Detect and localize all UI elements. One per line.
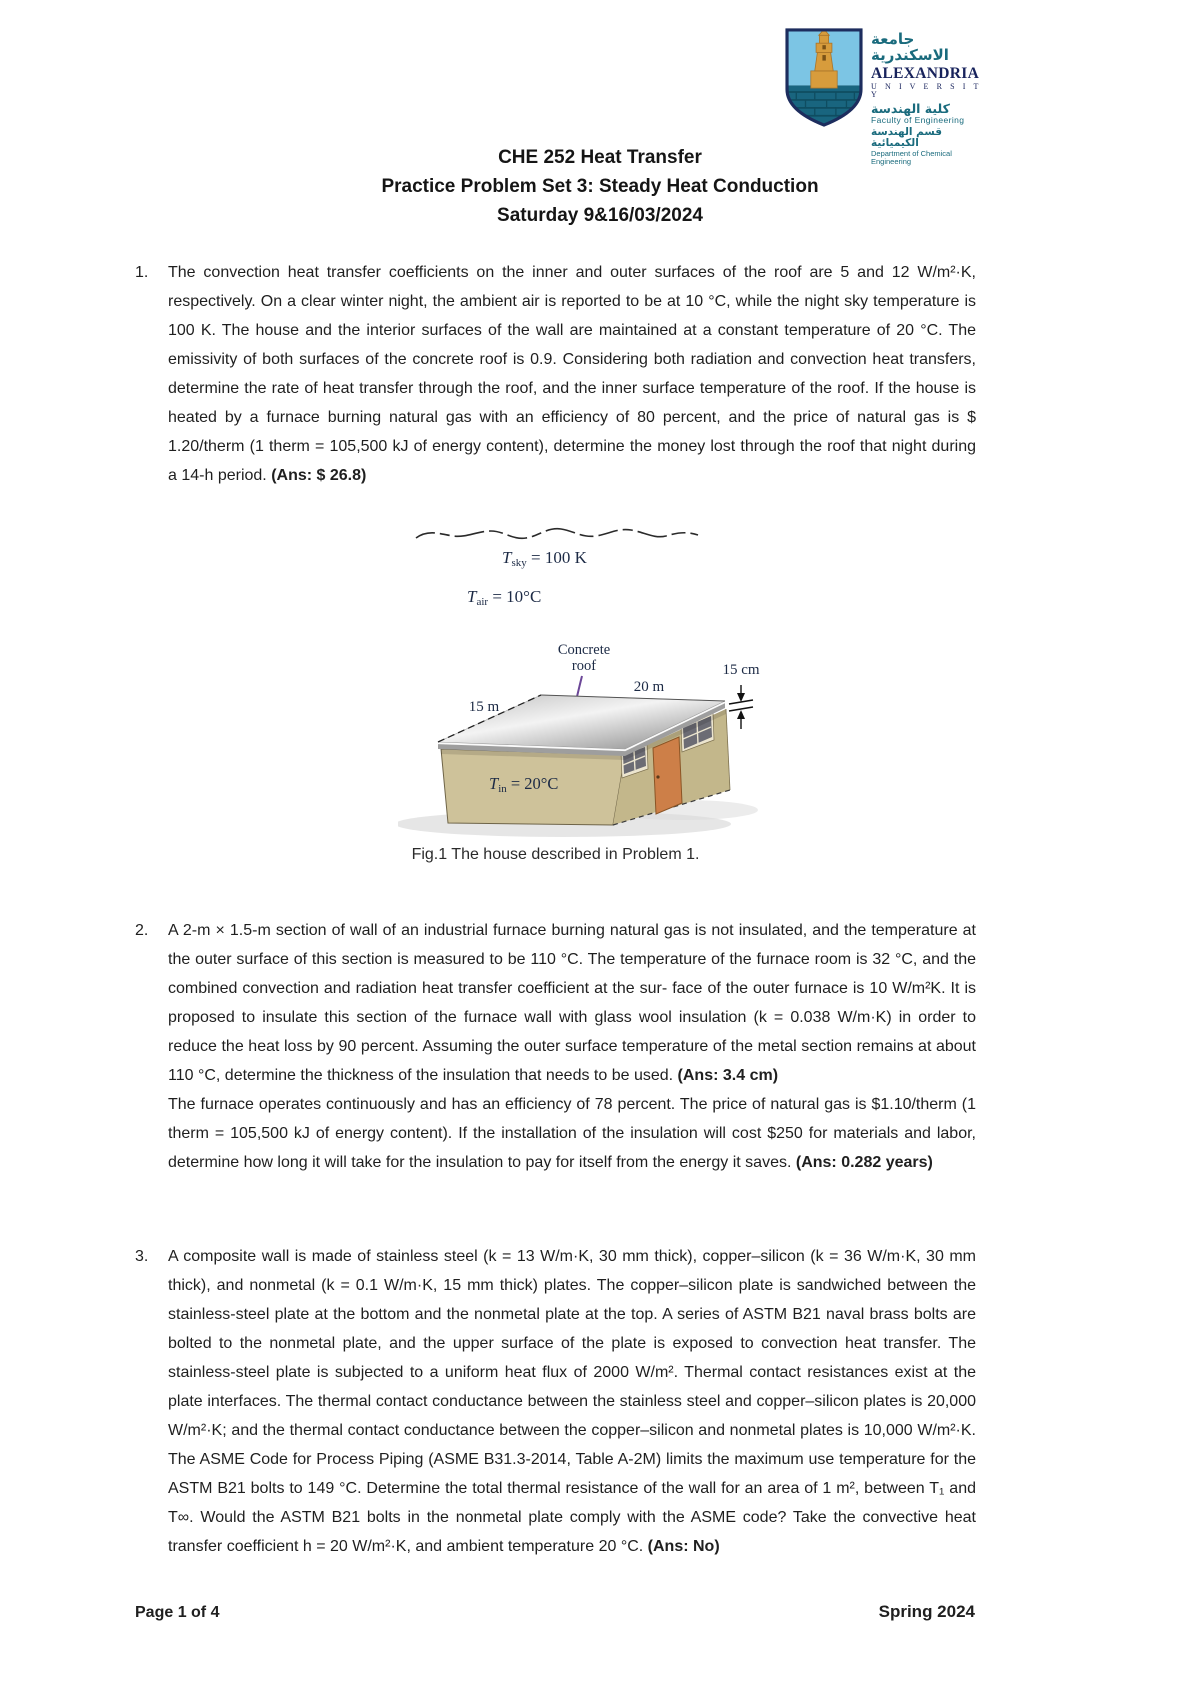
- problem-2-answer-2: (Ans: 0.282 years): [795, 1154, 933, 1171]
- lighthouse-window: [822, 55, 825, 61]
- problem-2: [135, 916, 976, 1177]
- problem-1-paragraph: [168, 258, 976, 490]
- problem-2-body-1: A 2-m × 1.5-m section of wall of an industrial furnace burning natural gas is not insulated, and the temperature at the outer surface of this section is measured to be 110 °C. The temperature of the furnace room is 32 °C, and the combined convection and radiation heat transfer coefficient at the sur- face of the outer furnace is 10 W/m²K. It is proposed to insulate this section of the furnace wall with glass wool insulation (k = 0.038 W/m·K) in order to reduce the heat loss by 90 percent. Assuming the outer surface temperature of the metal section remains at about 110 °C, determine the thickness of the insulation that needs to be used.: [168, 922, 976, 1084]
- problem-1-number: 1.: [135, 264, 149, 281]
- concrete-roof-label-line2: roof: [571, 658, 597, 674]
- figure-1: [398, 522, 778, 842]
- problem-2-number: 2.: [135, 922, 149, 939]
- house-door: [653, 737, 682, 814]
- concrete-roof-label-line1: Concrete: [557, 642, 611, 658]
- course-title: CHE 252 Heat Transfer: [498, 147, 702, 168]
- problem-3-paragraph: [168, 1242, 976, 1561]
- inside-temperature-label: Tin = 20°C: [489, 774, 559, 795]
- problem-3: [135, 1242, 976, 1561]
- lighthouse-window: [822, 45, 825, 49]
- problem-3-text: [168, 1242, 976, 1561]
- problem-3-body: A composite wall is made of stainless steel (k = 13 W/m·K, 30 mm thick), copper–silicon (k = 36 W/m·K, 30 mm thick), and nonmetal (k = 0.1 W/m·K, 15 mm thick) plates. The copper–silicon plate is sandwiched between the stainless-steel plate at the bottom and the nonmetal plate at the top. A series of ASTM B21 naval brass bolts are bolted to the nonmetal plate, and the upper surface of the plate is exposed to convection heat transfer. The stainless-steel plate is subjected to a uniform heat flux of 2000 W/m². Thermal contact resistances exist at the plate interfaces. The thermal contact conductance between the stainless steel and copper–silicon plates is 20,000 W/m²·K; and the thermal contact conductance between the copper–silicon and nonmetal plates is 10,000 W/m²·K. The ASME Code for Process Piping (ASME B31.3-2014, Table A-2M) limits the maximum use temperature for the ASTM B21 bolts to 149 °C. Determine the total thermal resistance of the wall for an area of 1 m², between T₁ and T∞. Would the ASTM B21 bolts in the nonmetal plate comply with the ASME code? Take the convective heat transfer coefficient h = 20 W/m²·K, and ambient temperature 20 °C.: [168, 1248, 976, 1555]
- logo-department-name: Department of Chemical Engineering: [871, 148, 952, 166]
- sky-temperature-label: Tsky = 100 K: [502, 548, 587, 569]
- thickness-arrow-up: [737, 710, 745, 719]
- problem-2-answer-1: (Ans: 3.4 cm): [677, 1067, 779, 1084]
- session-date: Saturday 9&16/03/2024: [497, 205, 703, 226]
- problem-2-paragraph-1: [168, 916, 976, 1090]
- figure-1-caption: Fig.1 The house described in Problem 1.: [411, 846, 700, 863]
- door-knob: [656, 775, 659, 778]
- roof-thickness-label: 15 cm: [722, 662, 760, 678]
- problem-set-title: Practice Problem Set 3: Steady Heat Conduction: [381, 176, 819, 197]
- roof-thickness-marker: [729, 685, 753, 729]
- logo-shield-icon: [783, 26, 865, 129]
- problem-2-text: [168, 916, 976, 1177]
- problem-2-paragraph-2: [168, 1090, 976, 1177]
- problem-1-answer: (Ans: $ 26.8): [271, 467, 367, 484]
- roof-width-label: 20 m: [633, 679, 665, 695]
- sky-squiggle-line: [416, 529, 698, 539]
- problem-3-answer: (Ans: No): [647, 1538, 720, 1555]
- roof-depth-label: 15 m: [468, 699, 500, 715]
- logo-university-word: U N I V E R S I T Y: [871, 81, 982, 100]
- house-figure: [398, 522, 778, 837]
- logo-arabic-faculty-name: كلية الهندسة: [871, 100, 950, 116]
- logo-faculty-name: Faculty of Engineering: [871, 114, 965, 125]
- problem-3-number: 3.: [135, 1248, 149, 1265]
- term-label: Spring 2024: [878, 1602, 975, 1621]
- logo-arabic-department-name: قسم الهندسة الكيميائية: [871, 125, 942, 149]
- problem-1-text: [168, 258, 976, 490]
- document-title: [0, 143, 1200, 230]
- thickness-arrow-down: [737, 693, 745, 702]
- air-temperature-label: Tair = 10°C: [467, 587, 542, 608]
- problem-1-body: The convection heat transfer coefficients on the inner and outer surfaces of the roof are 5 and 12 W/m²·K, respectively. On a clear winter night, the ambient air is reported to be at 10 °C, while the night sky temperature is 100 K. The house and the interior surfaces of the wall are maintained at a constant temperature of 20 °C. The emissivity of both surfaces of the concrete roof is 0.9. Considering both radiation and convection heat transfers, determine the rate of heat transfer through the roof, and the inner surface temperature of the roof. If the house is heated by a furnace burning natural gas with an efficiency of 80 percent, and the price of natural gas is $ 1.20/therm (1 therm = 105,500 kJ of energy content), determine the money lost through the roof that night during a 14-h period.: [168, 264, 976, 484]
- logo-university-name: ALEXANDRIA: [871, 64, 980, 82]
- page-number: Page 1 of 4: [135, 1604, 220, 1621]
- logo-arabic-university-name: جامعة الاسكندرية: [871, 30, 949, 64]
- problem-1: [135, 258, 976, 490]
- problem-2-body-2: The furnace operates continuously and has an efficiency of 78 percent. The price of natural gas is $1.10/therm (1 therm = 105,500 kJ of energy content). If the installation of the insulation will cost $250 for materials and labor, determine how long it will take for the insulation to pay for itself from the energy it saves.: [168, 1096, 976, 1171]
